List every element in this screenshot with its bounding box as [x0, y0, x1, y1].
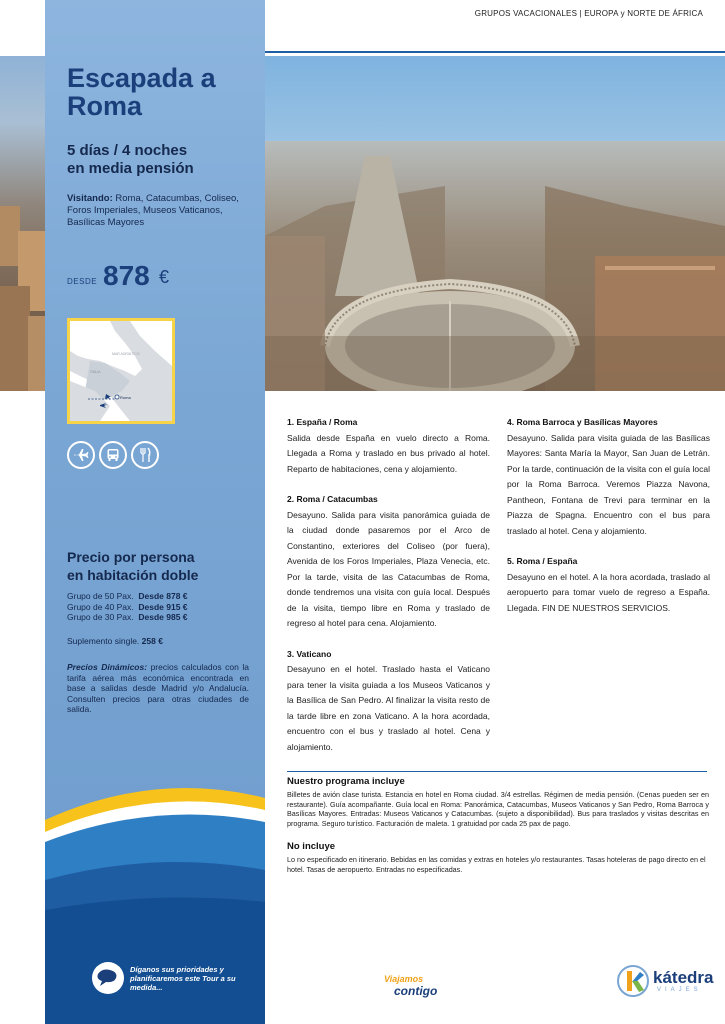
includes-divider — [287, 771, 707, 772]
day-text: Desayuno. Salida para visita guiada de las Basílicas Mayores: Santa María la Mayor, San Juan de Letrán. Por la tarde, continuación de la visita con el guía local por la Roma Barroca. Veremos Piazza Navona, Pantheon, Fontana de Trevi para terminar en la Piazza de Spagna. Encuentro con el bus para traslado al hotel. Cena y alojamiento. — [507, 432, 710, 536]
not-included-text: Lo no especificado en itinerario. Bebidas en las comidas y extras en hoteles y/o restaurantes. Tasas hoteleras de pago directo en el hotel. Tasas de aeropuerto. Entradas no especificadas. — [287, 855, 706, 874]
supplement-label: Suplemento single. — [67, 636, 140, 646]
day-title: 2. Roma / Catacumbas — [287, 494, 378, 504]
includes-title: Nuestro programa incluye — [287, 776, 405, 787]
price-from — [67, 258, 257, 292]
group-price: Desde 985 € — [138, 612, 188, 622]
campaign-line-2: contigo — [394, 984, 438, 998]
price-from-amount: 878 — [103, 260, 150, 291]
day-title: 4. Roma Barroca y Basílicas Mayores — [507, 417, 658, 427]
group-size: Grupo de 30 Pax. — [67, 612, 134, 622]
itinerary-column-left — [287, 415, 490, 770]
page-title-line-2: Roma — [67, 91, 143, 121]
dynamic-pricing-note — [67, 662, 249, 715]
header-section-label: GRUPOS VACACIONALES | EUROPA y NORTE DE ÁFRICA — [474, 9, 703, 18]
katedra-k-icon — [617, 965, 649, 997]
plane-icon — [67, 441, 95, 469]
supplement-price: 258 € — [141, 636, 163, 646]
day-text: Desayuno. Salida para visita panorámica guiada de la ciudad donde pasaremos por el Arco de Constantino, exteriores del Coliseo (por fuera), Avenida de los Foros Imperiales, Plaza Venecia, etc. Por la tarde, visita de las Catacumbas de Roma, donde tendremos una visita con guía local. Después de la visita, tiempo libre en Roma y traslado de regreso al hotel para cena. Alojamiento. — [287, 509, 490, 628]
group-price-row — [67, 612, 262, 623]
visiting-list — [67, 193, 257, 229]
cutlery-icon — [131, 441, 159, 469]
group-price-list — [67, 591, 262, 623]
group-price: Desde 915 € — [138, 601, 188, 612]
trip-duration-line-2: en media pensión — [67, 160, 194, 177]
program-includes — [287, 776, 709, 828]
day-title: 3. Vaticano — [287, 648, 332, 659]
day-title: 5. Roma / España — [507, 556, 578, 566]
price-from-label: DESDE — [67, 277, 98, 286]
group-price-row — [67, 602, 262, 613]
not-included-title: No incluye — [287, 841, 336, 852]
single-supplement — [67, 636, 262, 646]
brand-subtitle: VIAJES — [657, 987, 702, 993]
header-divider — [265, 51, 725, 53]
day-text: Desayuno en el hotel. Traslado hasta el Vaticano para tener la visita guiada a los Museos Vaticanos y la Basílica de San Pedro. Al finalizar la visita resto de la tarde libre en zona Vaticano. A la hora acordada, encuentro con el bus y traslado al hotel. Cena y alojamiento. — [287, 664, 490, 752]
itinerary-day — [507, 554, 710, 616]
group-size: Grupo de 40 Pax. — [67, 601, 134, 612]
map-sea-label: MAR ADRIÁTICO — [112, 352, 140, 356]
map-country-label: ITALIA — [90, 370, 101, 374]
program-not-included — [287, 841, 709, 874]
italy-map — [67, 318, 175, 424]
itinerary-day — [507, 415, 710, 539]
slogan — [92, 962, 252, 998]
itinerary-day — [287, 492, 490, 632]
price-from-currency: € — [159, 267, 170, 287]
group-price: Desde 878 € — [138, 591, 188, 601]
itinerary-day — [287, 415, 490, 477]
italy-map-graphic — [70, 321, 172, 421]
group-size: Grupo de 50 Pax. — [67, 591, 134, 601]
dynamic-pricing-label: Precios Dinámicos: — [67, 662, 148, 672]
price-per-person-heading — [67, 548, 262, 584]
speech-bubble-icon — [92, 962, 124, 994]
trip-duration — [67, 142, 257, 178]
visiting-label: Visitando: — [67, 193, 113, 204]
page-title-line-1: Escapada a — [67, 63, 216, 93]
rome-photo — [265, 56, 725, 391]
page-title — [67, 64, 257, 120]
brand-name: kátedra — [653, 968, 714, 987]
slogan-text: Díganos sus prioridades y planificaremos este Tour a su medida... — [130, 965, 236, 992]
price-per-person-line-1: Precio por persona — [67, 549, 195, 565]
includes-text: Billetes de avión clase turista. Estancia en hotel en Roma ciudad. 3/4 estrellas. Régimen de media pensión. (Cenas pueden ser en restaurante). Guía acompañante. Guía local en Roma: Panorámica, Catacumbas, Museos Vaticanos y San Pedro, Roma Barroca y Basílicas Mayores. Entradas: Museos Vaticanos y Catacumbas. (sujeto a disponibilidad). Bus para traslados y visitas descritas en programa. Seguro turístico. Facturación de maleta. 1 gratuidad por cada 25 pax de pago. — [287, 790, 709, 828]
day-title: 1. España / Roma — [287, 417, 358, 427]
bus-icon — [99, 441, 127, 469]
map-city-label: Roma — [120, 395, 131, 400]
itinerary-column-right — [507, 415, 710, 631]
day-text: Desayuno en el hotel. A la hora acordada, traslado al aeropuerto para tomar vuelo de regreso a España. Llegada. FIN DE NUESTROS SERVICIOS. — [507, 571, 710, 613]
day-text: Salida desde España en vuelo directo a Roma. Llegada a Roma y traslado en bus privado al hotel. Reparto de habitaciones, cena y alojamiento. — [287, 432, 490, 474]
price-per-person-line-2: en habitación doble — [67, 567, 199, 583]
group-price-row — [67, 591, 262, 602]
left-city-photo-strip — [0, 56, 45, 391]
service-icons — [67, 441, 167, 471]
katedra-logo — [617, 965, 717, 999]
viajamos-contigo-logo — [382, 972, 442, 1002]
campaign-line-1: Viajamos — [384, 974, 424, 984]
trip-duration-line-1: 5 días / 4 noches — [67, 142, 188, 159]
itinerary-day — [287, 647, 490, 756]
dynamic-pricing-text: precios calculados con la tarifa aérea más económica encontrada en base a salidas desde Madrid y/o Andalucía. Consulten precios para otras ciudades de salida. — [67, 662, 249, 714]
visiting-text: Roma, Catacumbas, Coliseo, Foros Imperiales, Museos Vaticanos, Basílicas Mayores — [67, 193, 239, 228]
